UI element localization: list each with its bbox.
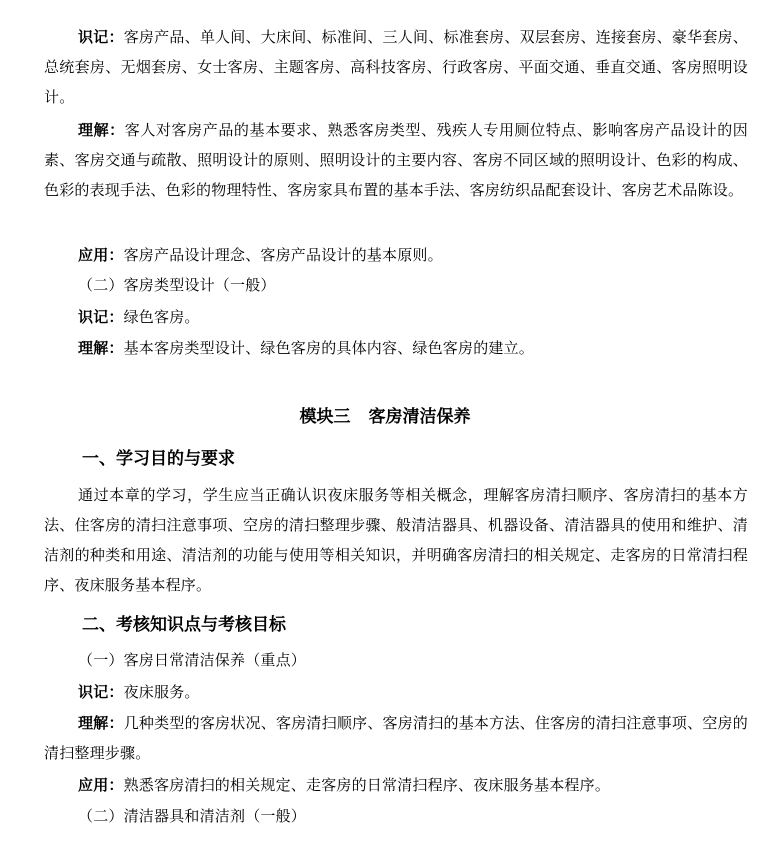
paragraph-apply-cleaning: [44, 770, 748, 800]
apply-text: 客房产品设计理念、客房产品设计的基本原则。: [123, 246, 443, 264]
paragraph-understand-room-design: [44, 115, 748, 205]
module-name: 客房清洁保养: [368, 407, 471, 427]
subheading-cleaning-tools-text: （二）清洁器具和清洁剂（一般）: [78, 807, 307, 825]
subheading-cleaning-tools: [44, 801, 748, 831]
label-apply: 应用：: [78, 246, 124, 264]
label-memorize: 识记：: [78, 683, 124, 701]
paragraph-understand-cleaning: [44, 708, 748, 768]
module-title: [0, 402, 770, 432]
understand-text: 客人对客房产品的基本要求、熟悉客房类型、残疾人专用厕位特点、影响客房产品设计的因素、客房交通与疏散、照明设计的原则、照明设计的主要内容、客房不同区域的照明设计、色彩的构成、色彩的表现手法、色彩的物理特性、客房家具布置的基本手法、客房纺织品配套设计、客房艺术品陈设。: [44, 121, 748, 199]
subheading-room-type-design: [44, 270, 748, 300]
label-memorize: 识记：: [78, 308, 124, 326]
section-heading-goals: 一、学习目的与要求: [82, 449, 235, 469]
understand-text: 基本客房类型设计、绿色客房的具体内容、绿色客房的建立。: [123, 339, 535, 357]
label-memorize: 识记：: [78, 28, 124, 46]
label-understand: 理解：: [78, 339, 124, 357]
memorize-text: 绿色客房。: [123, 308, 200, 326]
memorize-text: 客房产品、单人间、大床间、标准间、三人间、标准套房、双层套房、连接套房、豪华套房、总统套房、无烟套房、女士客房、主题客房、高科技客房、行政客房、平面交通、垂直交通、客房照明设计。: [44, 28, 748, 106]
goals-text: 通过本章的学习，学生应当正确认识夜床服务等相关概念，理解客房清扫顺序、客房清扫的基本方法、住客房的清扫注意事项、空房的清扫整理步骤、般清洁器具、机器设备、清洁器具的使用和维护、清洁剂的种类和用途、清洁剂的功能与使用等相关知识，并明确客房清扫的相关规定、走客房的日常清扫程序、夜床服务基本程序。: [44, 486, 748, 594]
memorize-text: 夜床服务。: [123, 683, 200, 701]
subheading-daily-cleaning: [44, 645, 748, 675]
apply-text: 熟悉客房清扫的相关规定、走客房的日常清扫程序、夜床服务基本程序。: [123, 776, 611, 794]
paragraph-learning-goals: [44, 480, 748, 600]
label-understand: 理解：: [78, 121, 125, 139]
section-heading-assessment: 二、考核知识点与考核目标: [82, 615, 286, 635]
paragraph-understand-green-room: [44, 333, 748, 363]
subheading-daily-cleaning-text: （一）客房日常清洁保养（重点）: [78, 651, 307, 669]
subheading-room-type-design-text: （二）客房类型设计（一般）: [78, 276, 276, 294]
paragraph-memorize-green-room: [44, 302, 748, 332]
understand-text: 几种类型的客房状况、客房清扫顺序、客房清扫的基本方法、住客房的清扫注意事项、空房的清扫整理步骤。: [44, 714, 748, 762]
paragraph-apply-room-design: [44, 240, 748, 270]
label-apply: 应用：: [78, 776, 124, 794]
label-understand: 理解：: [78, 714, 124, 732]
module-number: 模块三: [299, 407, 351, 427]
paragraph-memorize-turndown: [44, 677, 748, 707]
paragraph-memorize-room-products: [44, 22, 748, 112]
